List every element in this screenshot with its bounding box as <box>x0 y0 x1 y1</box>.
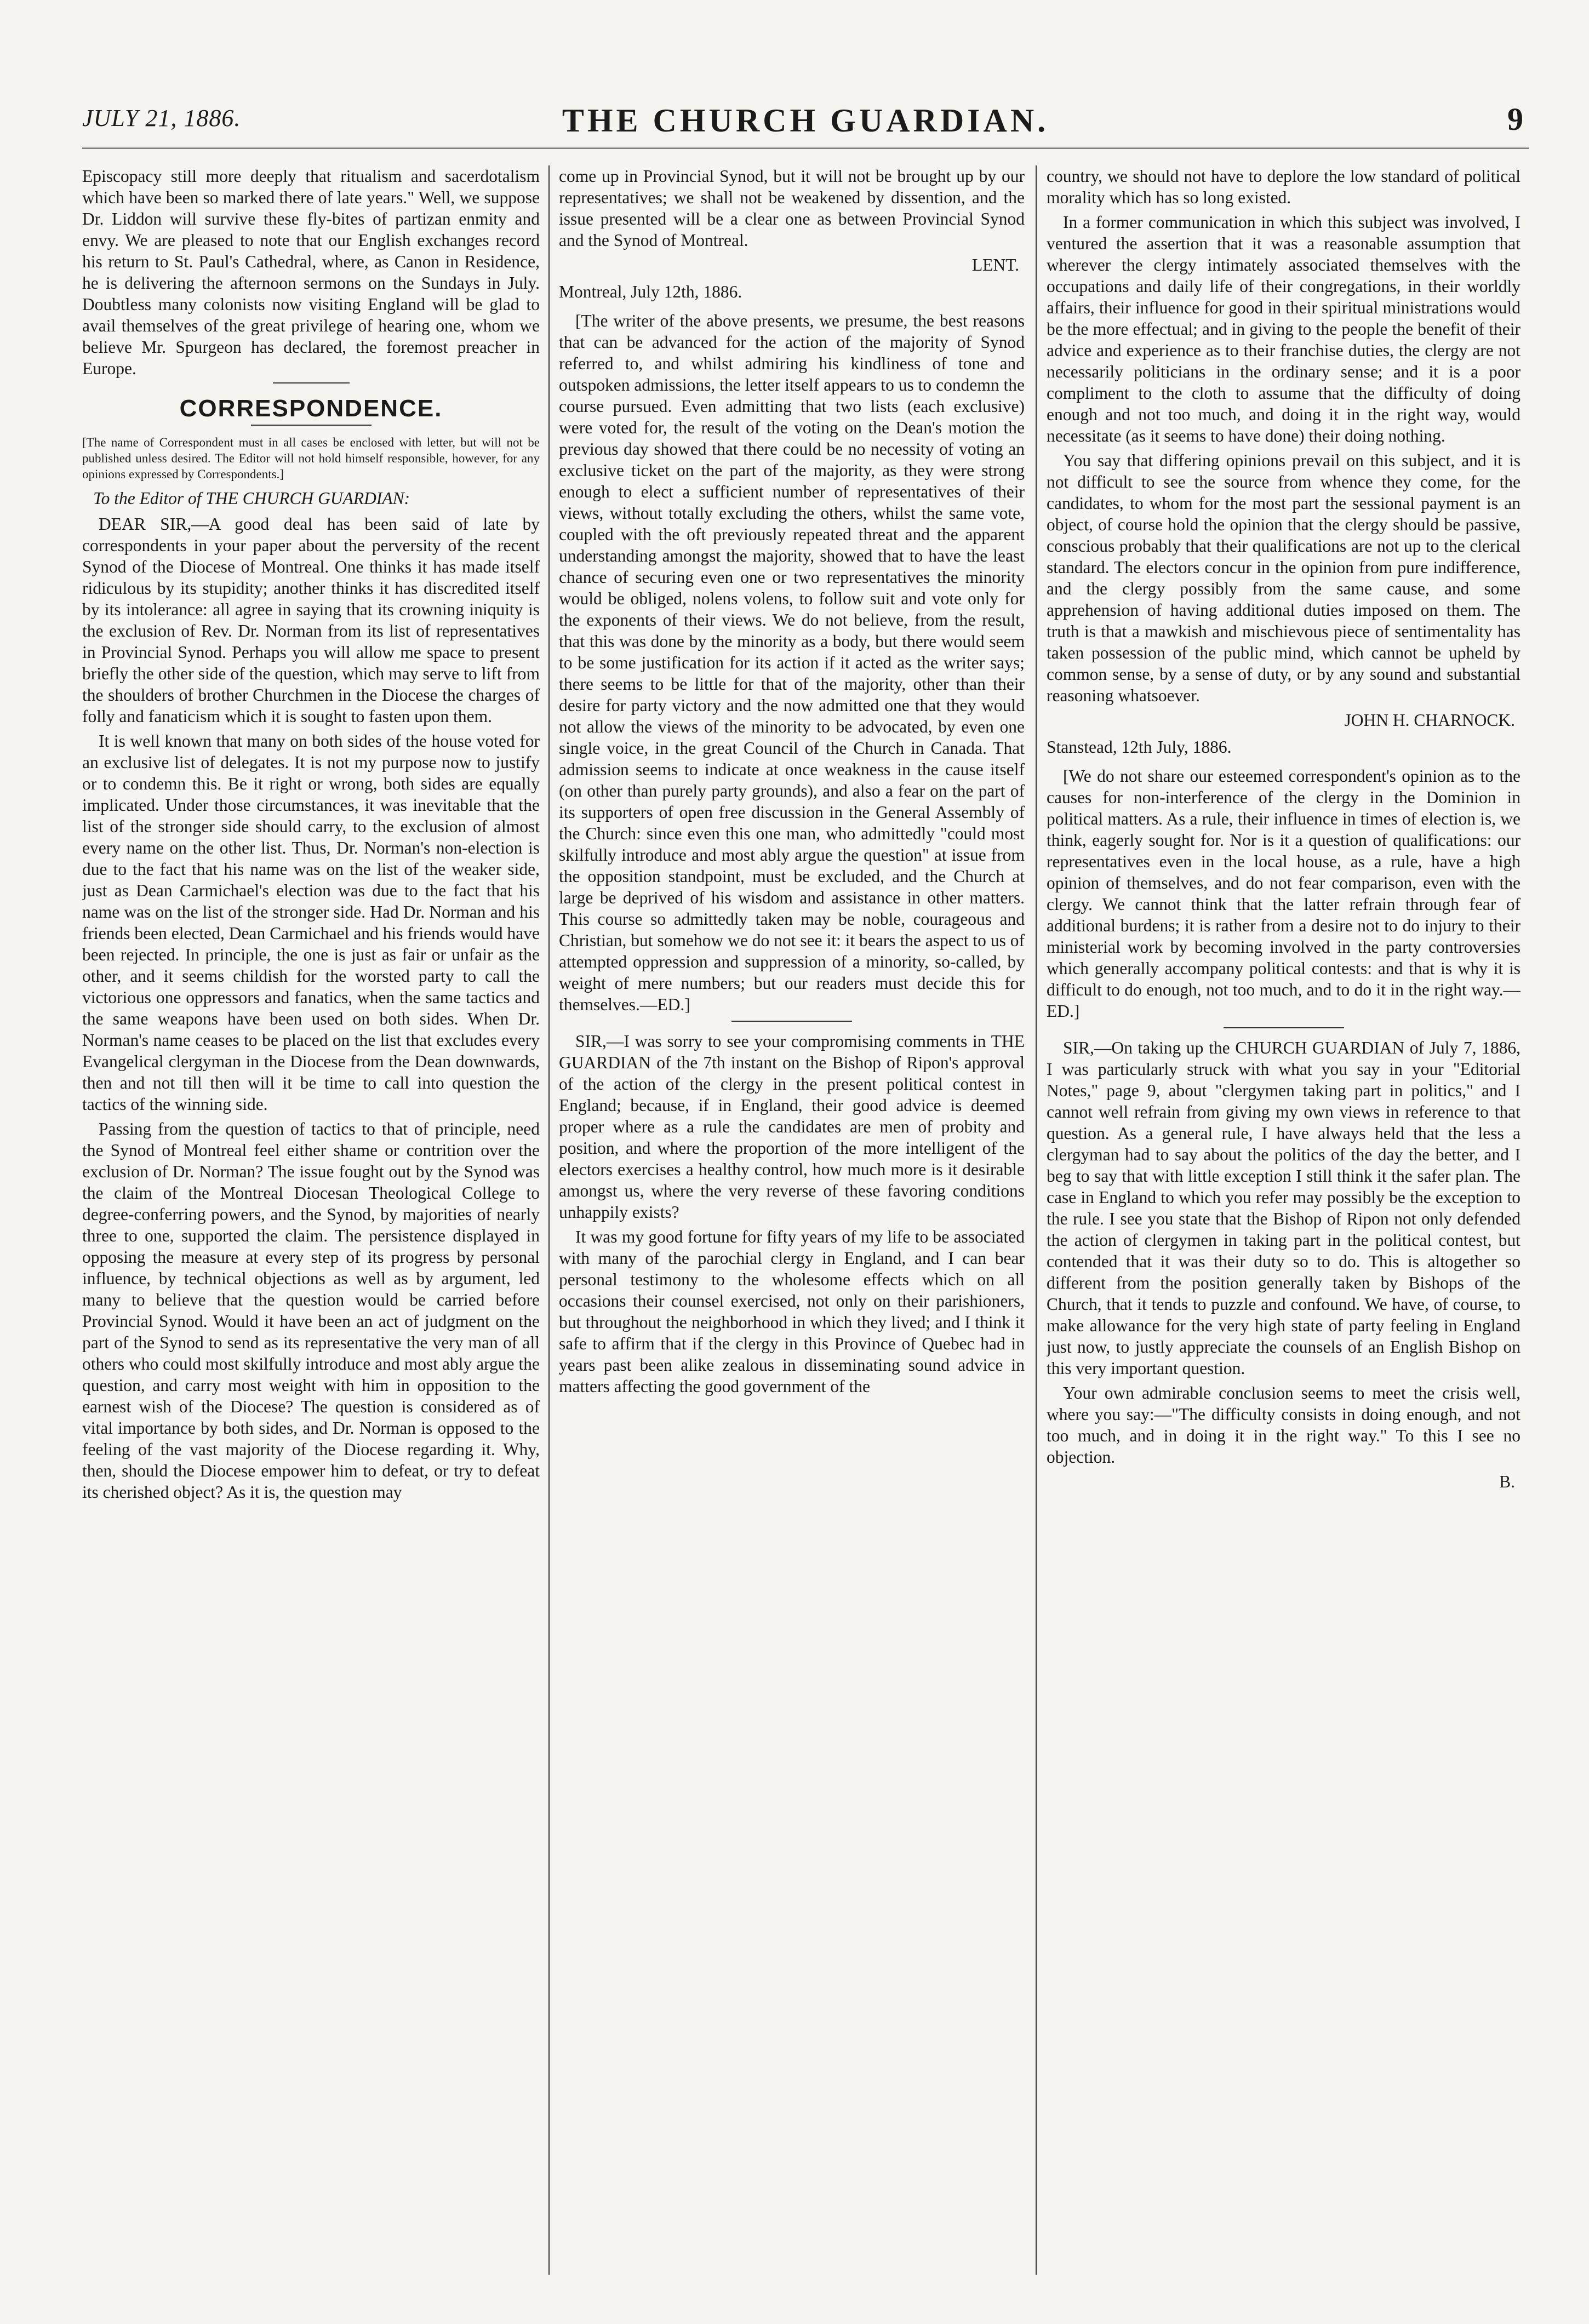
letter-continuation: come up in Provincial Synod, but it will not be brought up by our representatives; we shall not be weakened by dissention, and the issue presented will be a clear one as between Provincial Synod and the Synod of Montreal. <box>559 167 1025 250</box>
letter-separator <box>731 1021 852 1022</box>
page-number: 9 <box>1507 101 1523 137</box>
masthead-rule <box>82 147 1529 149</box>
letter-paragraph: You say that differing opinions prevail on this subject, and it is not difficult to see the source from whence they come, for the candidates, to whom for the most part the sessional payment is an object, of course hold the opinion that the clergy should be passive, conscious probably that their qualifications are not up to the clerical standard. The electors concur in the opinion from pure indifference, and the clergy possibly from the same cause, and some apprehension of having additional duties imposed on them. The truth is that a mawkish and mischievous piece of sentimentality has taken possession of the public mind, which cannot be upheld by common sense, by a sense of duty, or by any sound and substantial reasoning whatsoever. <box>1047 451 1521 705</box>
letter-paragraph: SIR,—I was sorry to see your compromising comments in THE GUARDIAN of the 7th instant on the Bishop of Ripon's approval of the action of the clergy in the present political contest in England; because, if in England, their good advice is deemed proper where as a rule the candidates are men of probity and position, and where the proportion of the more intelligent of the electors exercises a healthy control, how much more is it desirable amongst us, where the very reverse of these favoring conditions unhappily exists? <box>559 1032 1025 1222</box>
editor-note: [We do not share our esteemed correspondent's opinion as to the causes for non-interference of the clergy in the Dominion in political matters. As a rule, their influence in times of election is, we think, eagerly sought for. Nor is it a question of qualifications: our representatives even in the local house, as a rule, have a high opinion of themselves, and do not fear comparison, even with the clergy. We cannot think that the latter refrain through fear of additional burdens; it is rather from a desire not to do injury to their ministerial work by becoming involved in the party controversies which generally accompany political contests: and that is why it is difficult to do enough, not too much, and to do it in the right way.—ED.] <box>1047 766 1521 1021</box>
article-tail: Episcopacy still more deeply that ritualism and sacerdotalism which have been so marked there of late years." Well, we suppose Dr. Liddon will survive these fly-bites of partizan enmity and envy. We are pleased to note that our English exchanges record his return to St. Paul's Cathedral, where, as Canon in Residence, he is delivering the afternoon sermons on the Sundays in July. Doubtless many colonists now visiting England will be glad to avail themselves of the great privilege of hearing one, whom we believe Mr. Spurgeon has declared, the foremost preacher in Europe. <box>82 167 540 378</box>
column-3 <box>1047 165 1521 2291</box>
letter-paragraph: country, we should not have to deplore the low standard of political morality which has so long existed. <box>1047 167 1521 207</box>
letter-paragraph: In a former communication in which this subject was involved, I ventured the assertion that it was a reasonable assumption that wherever the clergy intimately associated themselves with the occupations and daily life of their congregations, in their worldly affairs, their influence for good in their spiritual ministrations would be the more effectual; and in giving to the people the benefit of their advice and experience as to their franchise duties, the clergy are not necessarily politicians in the ordinary sense; and it is a poor compliment to the cloth to assume that the difficulty of doing enough and not too much, and doing it in the right way, would necessitate (as it seems to have done) their doing nothing. <box>1047 213 1521 445</box>
column-2 <box>559 165 1025 2291</box>
letter-signature: JOHN H. CHARNOCK. <box>1344 711 1515 730</box>
newspaper-title: THE CHURCH GUARDIAN. <box>562 102 1049 139</box>
column-divider-1 <box>548 165 550 2275</box>
newspaper-page <box>82 22 1529 2301</box>
letter-paragraph: Your own admirable conclusion seems to meet the crisis well, where you say:—"The difficulty consists in doing enough, and not too much, and in doing it in the right way." To this I see no objection. <box>1047 1383 1521 1467</box>
section-rule <box>273 382 350 383</box>
issue-date: JULY 21, 1886. <box>82 105 241 131</box>
column-divider-2 <box>1036 165 1037 2275</box>
section-heading: CORRESPONDENCE. <box>179 395 443 422</box>
letter-salutation: To the Editor of THE CHURCH GUARDIAN: <box>93 489 410 508</box>
letter-dateline: Stanstead, 12th July, 1886. <box>1047 737 1232 757</box>
letter-dateline: Montreal, July 12th, 1886. <box>559 282 742 301</box>
heading-rule <box>251 425 371 426</box>
editor-note: [The writer of the above presents, we presume, the best reasons that can be advanced for the action of the majority of Synod referred to, and whilst admiring his kindliness of tone and outspoken admissions, the letter itself appears to us to condemn the course pursued. Even admitting that two lists (each exclusive) were voted for, the result of the voting on the Dean's motion the previous day showed that there could be no necessity of voting an exclusive ticket on the part of the majority, as they were strong enough to elect a sufficient number of representatives of their views, without totally excluding the others, whilst the same vote, coupled with the oft previously repeated threat and the apparent understanding amongst the majority, showed that to have the least chance of securing even one or two representatives the minority would be obliged, nolens volens, to follow suit and vote only for the exponents of their views. We do not believe, from the result, that this was done by the minority as a body, but there would seem to be some justification for its action if it acted as the writer says; there seems to be little for that of the majority, other than their desire for party victory and the now admitted one that they would not allow the views of the minority to be advocated, by even one single voice, in the great Council of the Church in Canada. That admission seems to indicate at once weakness in the cause itself (on other than purely party grounds), and also a fear on the part of its supporters of open free discussion in the General Assembly of the Church: since even this one man, who admittedly "could most skilfully introduce and most ably argue the question" at issue from the opposition standpoint, must be excluded, and the Church at large be deprived of his wisdom and assistance in other matters. This course so admittedly taken may be noble, courageous and Christian, but somehow we do not see it: it bears the aspect to us of attempted oppression and suppression of a minority, so-called, by weight of mere numbers; but our readers must decide this for themselves.—ED.] <box>559 311 1025 1014</box>
letter-paragraph: Passing from the question of tactics to that of principle, need the Synod of Montreal feel either shame or contrition over the exclusion of Dr. Norman? The issue fought out by the Synod was the claim of the Montreal Diocesan Theological College to degree-conferring powers, and the Synod, by majorities of nearly three to one, supported the claim. The persistence displayed in opposing the measure at every step of its progress by personal influence, by technical objections as well as by argument, led many to believe that the question would be carried before Provincial Synod. Would it have been an act of judgment on the part of the Synod to send as its representative the very man of all others who could most skilfully introduce and most ably argue the question, and carry most weight with him in opposition to the earnest wish of the Diocese? The question is considered as of vital importance by both sides, and Dr. Norman is opposed to the feeling of the vast majority of the Diocese regarding it. Why, then, should the Diocese empower him to defeat, or try to defeat its cherished object? As it is, the question may <box>82 1119 540 1502</box>
letter-separator <box>1224 1027 1344 1028</box>
letter-signature: B. <box>1499 1472 1515 1491</box>
letter-signature: LENT. <box>971 255 1019 274</box>
letter-paragraph: DEAR SIR,—A good deal has been said of late by correspondents in your paper about the perversity of the recent Synod of the Diocese of Montreal. One thinks it has made itself ridiculous by its stupidity; another thinks it has discredited itself by its intolerance: all agree in saying that its crowning iniquity is the exclusion of Rev. Dr. Norman from its list of representatives in Provincial Synod. Perhaps you will allow me space to present briefly the other side of the question, which may serve to lift from the shoulders of brother Churchmen in the Diocese the charges of folly and fanaticism which it is sought to fasten upon them. <box>82 514 540 726</box>
letter-paragraph: It is well known that many on both sides of the house voted for an exclusive list of delegates. It is not my purpose now to justify or to condemn this. Be it right or wrong, both sides are equally implicated. Under those circumstances, it was inevitable that the list of the stronger side should carry, to the exclusion of almost every name on the other list. Thus, Dr. Norman's non-election is due to the fact that his name was on the list of the weaker side, just as Dean Carmichael's election was due to the fact that his name was on the list of the stronger side. Had Dr. Norman and his friends been elected, Dean Carmichael and his friends would have been rejected. In principle, the one is just as fair or unfair as the other, and it seems childish for the worsted party to call the victorious one oppressors and fanatics, when the same tactics and the same weapons have been used on both sides. When Dr. Norman's name ceases to be placed on the list that excludes every Evangelical clergyman in the Diocese from the Dean downwards, then and not till then will it be time to call into question the tactics of the winning side. <box>82 731 540 1114</box>
letter-paragraph: It was my good fortune for fifty years of my life to be associated with many of the parochial clergy in England, and I can bear personal testimony to the wholesome effects which on all occasions their counsel exercised, not only on their parishioners, but throughout the neighborhood in which they lived; and I think it safe to affirm that if the clergy in this Province of Quebec had in years past been alike zealous in disseminating sound advice in matters affecting the good government of the <box>559 1227 1025 1396</box>
masthead <box>82 101 1529 153</box>
letter-paragraph: SIR,—On taking up the CHURCH GUARDIAN of July 7, 1886, I was particularly struck with what you say in your "Editorial Notes," page 9, about "clergymen taking part in politics," and I cannot well refrain from giving my own views in reference to that question. As a general rule, I have always held that the less a clergyman had to say about the politics of the day the better, and I beg to say that with little exception I still think it the safer plan. The case in England to which you refer may possibly be the exception to the rule. I see you state that the Bishop of Ripon not only defended the action of clergymen in taking part in the political contest, but contended that it was their duty so to do. This is altogether so different from the position generally taken by Bishops of the Church, that it tends to puzzle and confound. We have, of course, to make allowance for the very high state of party feeling in England just now, to justly appreciate the counsels of an English Bishop on this very important question. <box>1047 1038 1521 1378</box>
column-1 <box>82 165 540 2291</box>
correspondence-disclaimer: [The name of Correspondent must in all cases be enclosed with letter, but will not be published unless desired. The Editor will not hold himself responsible, however, for any opinions expressed by Correspondents.] <box>82 436 540 481</box>
